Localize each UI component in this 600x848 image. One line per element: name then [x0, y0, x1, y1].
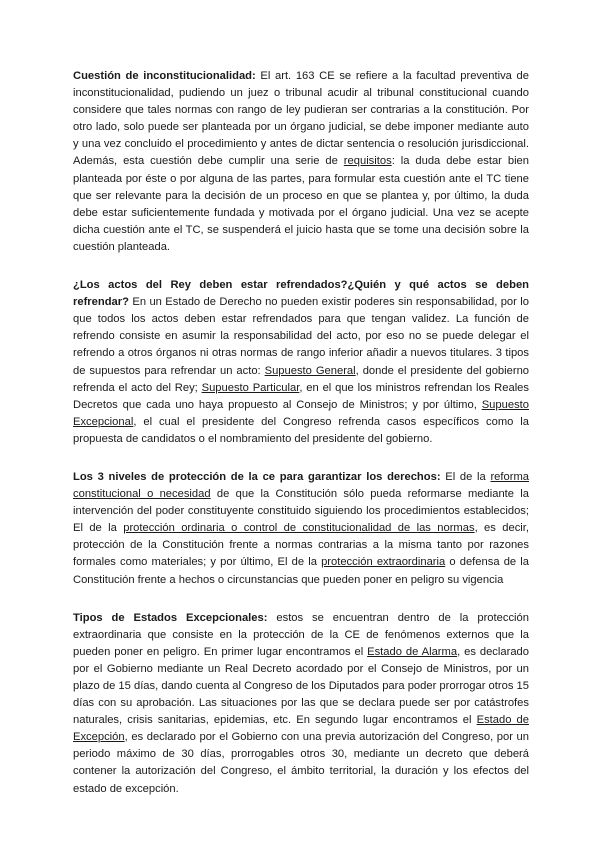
paragraph-text: : la duda debe estar bien planteada por éste o por alguna de las partes, para formular esta cuestión ante el TC tiene que ser relevante para la decisión de un proceso en que se plantea y, por último, la duda debe estar suficientemente fundada y motivada por el órgano judicial. Una vez se acepte dicha cuestión ante el TC, se suspenderá el juicio hasta que se tome una decisión sobre la cuestión planteada. — [73, 155, 530, 253]
paragraph-text: , en el que los ministros refrendan los Reales Decretos que cada uno haya propuesto al Consejo de Ministros; y por último, — [73, 381, 529, 411]
underlined-term: Estado de Excepción — [73, 714, 529, 744]
underlined-term: requisitos — [343, 155, 392, 168]
underlined-term: Supuesto Excepcional — [73, 398, 529, 428]
paragraph-heading: Tipos de Estados Excepcionales: — [73, 611, 268, 624]
paragraph-text: estos se encuentran dentro de la protección extraordinaria que consiste en la protección de la CE de fenómenos externos que la pueden poner en peligro. En primer lugar encontramos el — [73, 611, 529, 658]
underlined-term: protección ordinaria o control de constitucionalidad de las normas — [123, 522, 475, 535]
paragraph-text: , donde el presidente del gobierno refrenda el acto del Rey; — [73, 364, 530, 394]
paragraph-text: En un Estado de Derecho no pueden existir poderes sin responsabilidad, por lo que todos los actos deben estar refrendados para que tengan validez. La función de refrendo consiste en asumir la responsabilidad del acto, por eso no se puede delegar el refrendo a otros órganos ni otras normas de rango inferior añadir a nuevos titulares. 3 tipos de supuestos para refrendar un acto: — [73, 296, 529, 377]
underlined-term: reforma constitucional o necesidad — [73, 470, 529, 501]
paragraph-text: , es declarado por el Gobierno con una previa autorización del Congreso, por un periodo máximo de 30 días, prorrogables otros 30, mediante un decreto que deberá contener la autorización del Congreso, el ámbito territorial, la duración y los efectos del estado de excepción. — [73, 731, 529, 795]
underlined-term: Estado de Alarma — [367, 645, 458, 658]
paragraph-text: de que la Constitución sólo pueda reformarse mediante la intervención del poder constituyente constituido siguiendo los procedimientos establecidos; El de la — [73, 488, 529, 535]
paragraph-heading: Cuestión de inconstitucionalidad: — [73, 70, 256, 82]
paragraph-text: El art. 163 CE se refiere a la facultad preventiva de inconstitucionalidad, pudiendo un juez o tribunal acudir al tribunal constitucional cuando considere que tales normas con rango de ley pudieran ser contrarias a la constitución. Por otro lado, solo puede ser planteada por un órgano judicial, se debe imponer mediante auto y una vez concluido el procedimiento y antes de dictar sentencia o resolución jurisdiccional. Además, esta cuestión debe cumplir una serie de — [73, 70, 529, 168]
paragraph-text: o defensa de la Constitución frente a hechos o circunstancias que pueden poner en peligro su vigencia — [73, 556, 529, 586]
underlined-term: protección extraordinaria — [321, 556, 446, 569]
paragraph-estados-excepcionales — [73, 610, 529, 798]
underlined-term: Supuesto Particular — [201, 381, 300, 394]
paragraph-actos-del-rey — [73, 277, 529, 448]
paragraph-text: , el cual el presidente del Congreso refrenda casos específicos como la propuesta de candidatos o el nombramiento del presidente del gobierno. — [73, 415, 529, 445]
paragraph-text: El de la — [440, 470, 491, 483]
paragraph-text: , es declarado por el Gobierno mediante un Real Decreto acordado por el Consejo de Ministros, por un plazo de 15 días, dando cuenta al Congreso de los Diputados para poder prorrogar otros 15 días con su aprobación. Las situaciones por las que se declara puede ser por catástrofes naturales, crisis sanitarias, epidemias, etc. En segundo lugar encontramos el — [73, 645, 530, 727]
paragraph-niveles-proteccion — [73, 469, 529, 589]
paragraph-heading: ¿Los actos del Rey deben estar refrendados?¿Quién y qué actos se deben refrendar? — [73, 279, 529, 309]
paragraph-heading: Los 3 niveles de protección de la ce para garantizar los derechos: — [73, 470, 441, 483]
underlined-term: Supuesto General — [264, 364, 356, 377]
paragraph-text: , es decir, protección de la Constitución frente a normas contrarias a la misma tanto por razones formales como materiales; y por último, El de la — [73, 522, 529, 569]
paragraph-cuestion-inconstitucionalidad — [73, 68, 529, 256]
